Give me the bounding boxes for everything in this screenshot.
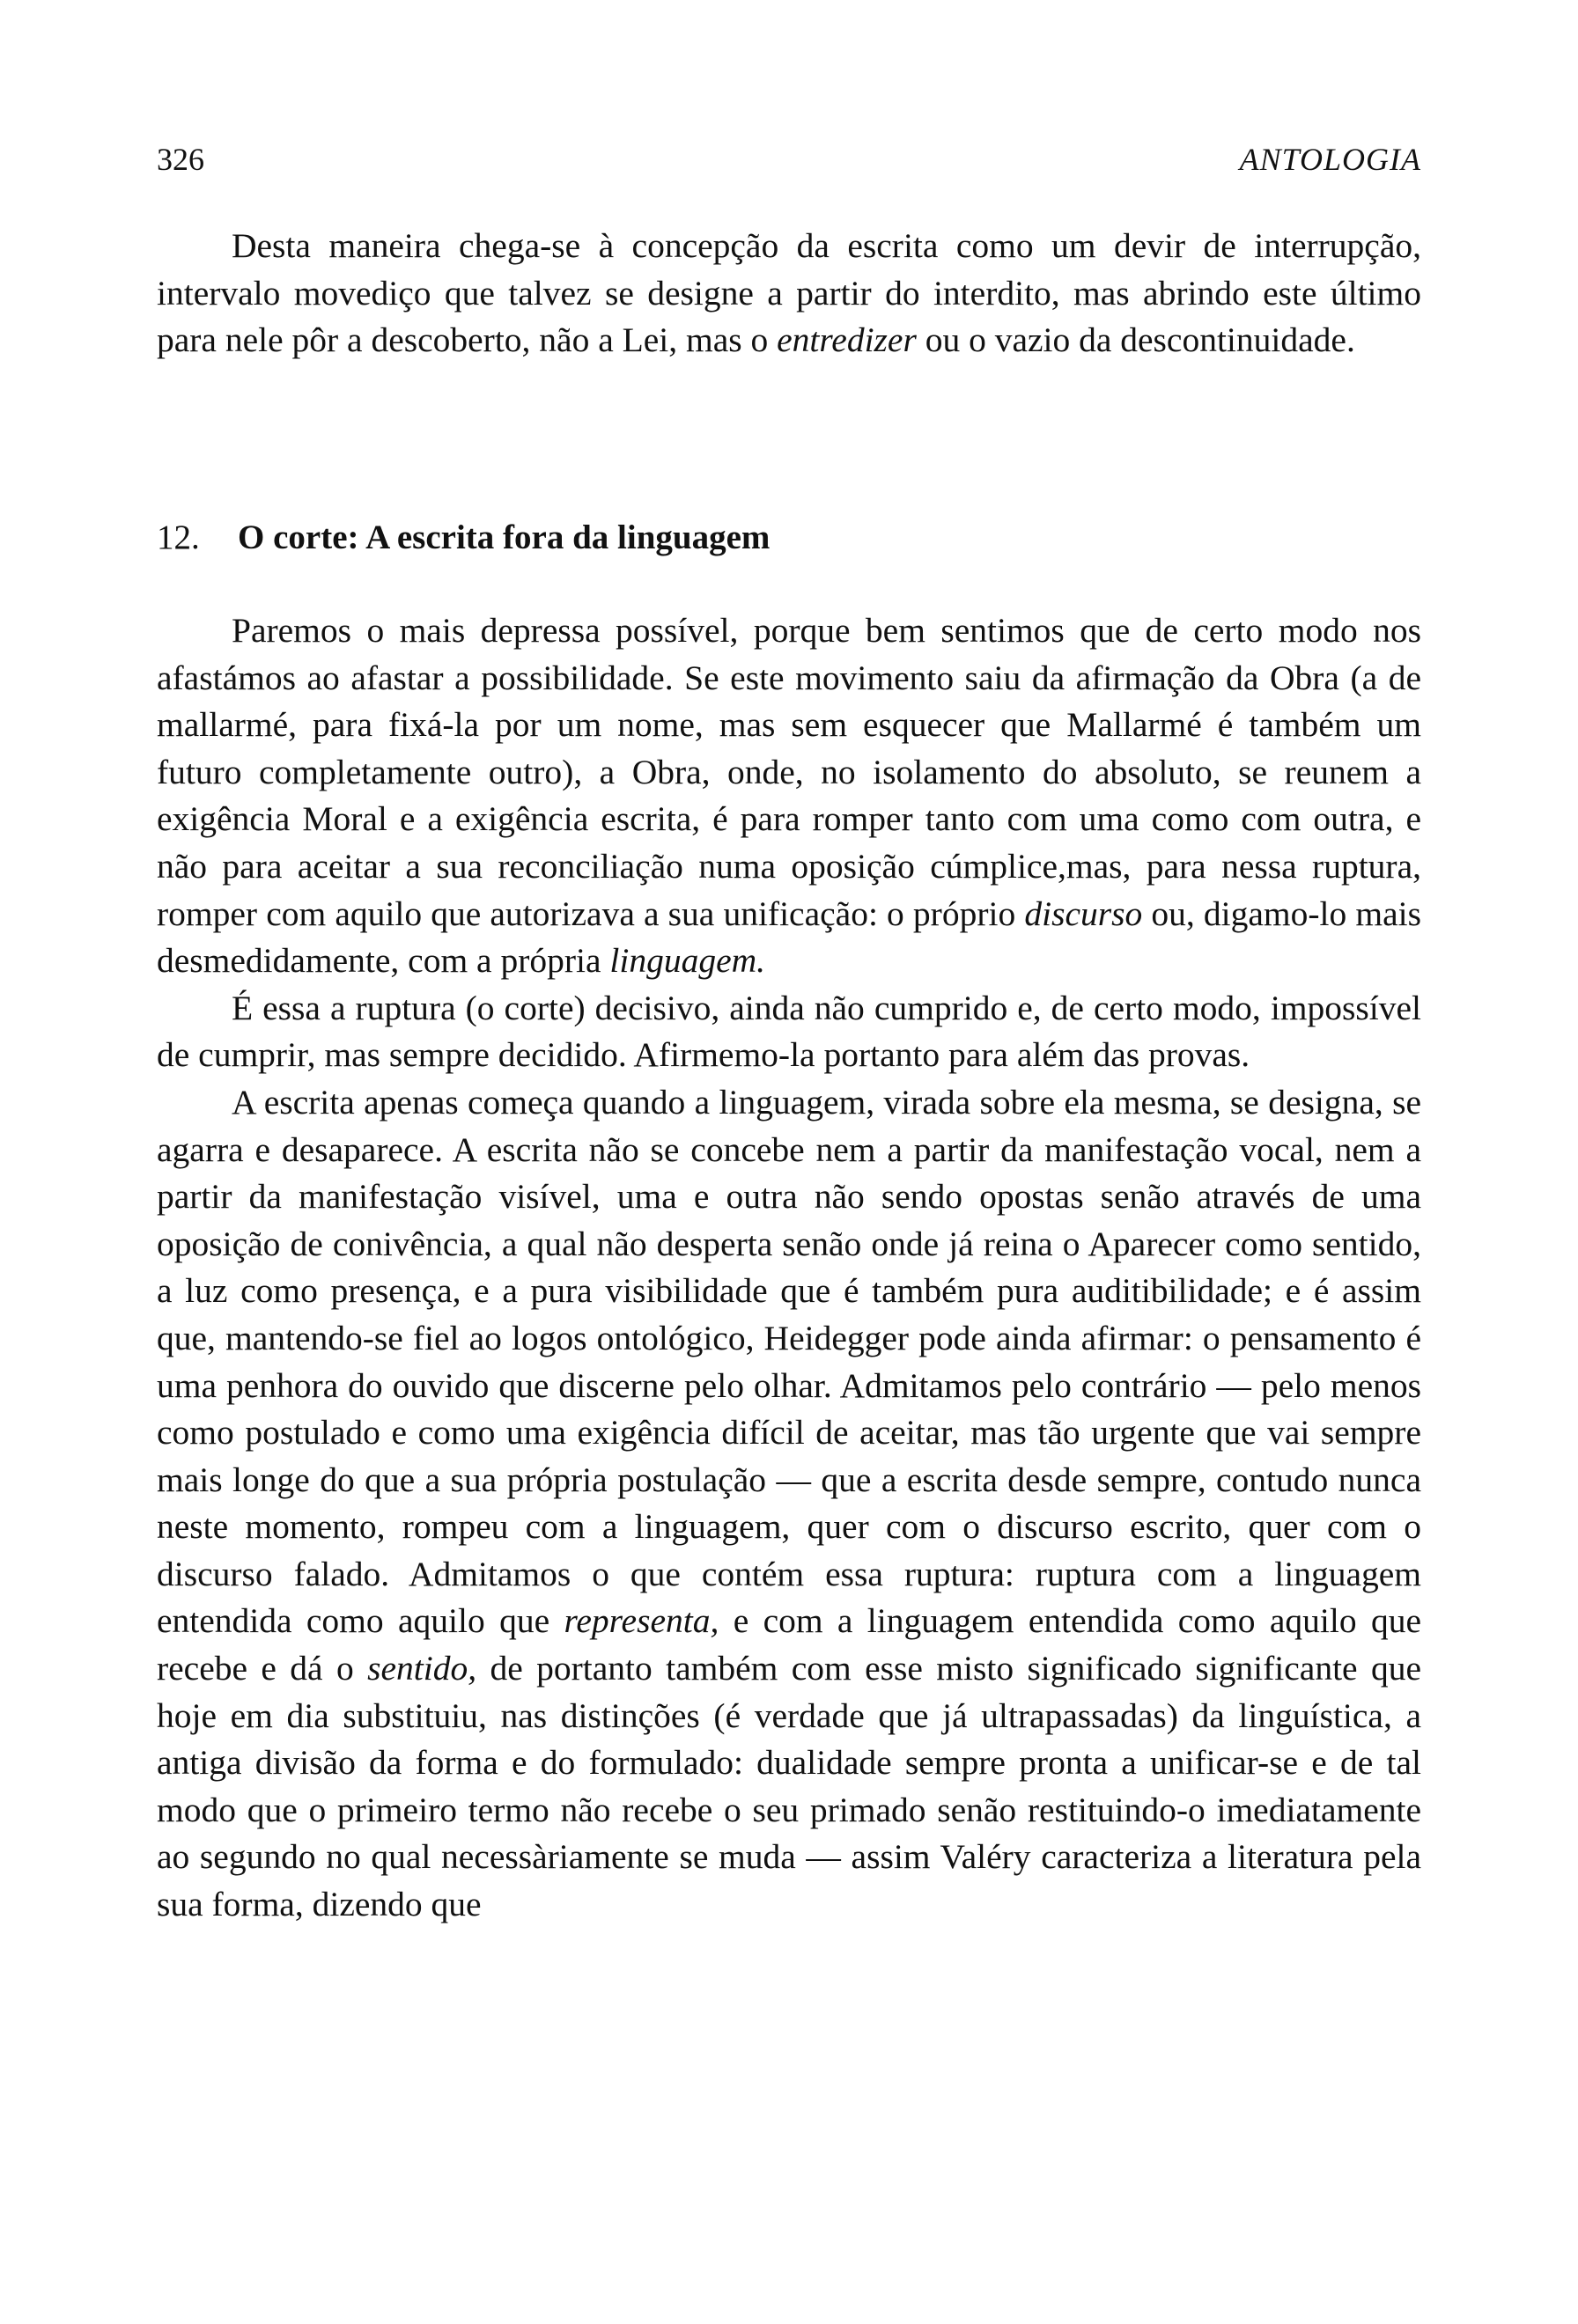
emphasis-discurso: discurso [1024, 894, 1143, 933]
running-title: ANTOLOGIA [1239, 142, 1421, 177]
section-number: 12. [157, 518, 200, 556]
paragraph-3 [157, 1079, 1421, 1929]
running-head [157, 141, 1421, 194]
section-title: O corte: A escrita fora da linguagem [238, 518, 771, 556]
emphasis-linguagem: linguagem. [609, 941, 766, 981]
intro-text-span: ou o vazio da descontinuidade. [916, 320, 1355, 360]
intro-paragraph [157, 223, 1421, 364]
paragraph-text: de portanto também com esse misto significado significante que hoje em dia substituiu, nas distinções (é verdade que já ultrapassadas) da linguística, a antiga divisão da forma e do formulado: dualidade sempre pronta a unificar-se e de tal modo que o primeiro termo não recebe o seu primado senão restituindo-o imediatamente ao segundo no qual necessàriamente se muda — assim Valéry caracteriza a literatura pela sua forma, dizendo que [157, 1649, 1421, 1924]
section-heading [157, 516, 1421, 560]
section-body [157, 607, 1421, 1929]
paragraph-text: Paremos o mais depressa possível, porque bem sentimos que de certo modo nos afastámos ao afastar a possibilidade. Se este movimento saiu da afirmação da Obra (a de mallarmé, para fixá-la por um nome, mas sem esquecer que Mallarmé é também um futuro completamente outro), a Obra, onde, no isolamento do absoluto, se reunem a exigência Moral e a exigência escrita, é para romper tanto com uma como com outra, e não para aceitar a sua reconciliação numa oposição cúmplice,mas, para nessa ruptura, romper com aquilo que autorizava a sua unificação: o próprio [157, 611, 1421, 933]
paragraph-text: e com a linguagem entendida como aquilo que recebe e dá o [157, 1601, 1421, 1688]
paragraph-text: ou, digamo-lo mais desmedidamente, com a própria [157, 894, 1421, 981]
emphasis-representa: representa, [564, 1601, 719, 1641]
paragraph-2: É essa a ruptura (o corte) decisivo, ainda não cumprido e, de certo modo, impossível de cumprir, mas sempre decidido. Afirmemo-la portanto para além das provas. [157, 988, 1421, 1075]
intro-text-span: Desta maneira chega-se à concepção da escrita como um devir de interrupção, intervalo movediço que talvez se designe a partir do interdito, mas abrindo este último para nele pôr a descoberto, não a Lei, mas o [157, 226, 1421, 360]
paragraph-text: A escrita apenas começa quando a linguagem, virada sobre ela mesma, se designa, se agarra e desaparece. A escrita não se concebe nem a partir da manifestação vocal, nem a partir da manifestação visível, uma e outra não sendo opostas senão através de uma oposição de conivência, a qual não desperta senão onde já reina o Aparecer como sentido, a luz como presença, e a pura visibilidade que é também pura auditibilidade; e é assim que, mantendo-se fiel ao logos ontológico, Heidegger pode ainda afirmar: o pensamento é uma penhora do ouvido que discerne pelo olhar. Admitamos pelo contrário — pelo menos como postulado e como uma exigência difícil de aceitar, mas tão urgente que vai sempre mais longe do que a sua própria postulação — que a escrita desde sempre, contudo nunca neste momento, rompeu com a linguagem, quer com o discurso escrito, quer com o discurso falado. Admitamos o que contém essa ruptura: ruptura com a linguagem entendida como aquilo que [157, 1082, 1421, 1641]
intro-text [157, 223, 1421, 364]
emphasis-entredizer: entredizer [777, 320, 917, 360]
page-number: 326 [157, 142, 204, 177]
paragraph-1 [157, 607, 1421, 985]
emphasis-sentido: sentido, [367, 1649, 477, 1688]
